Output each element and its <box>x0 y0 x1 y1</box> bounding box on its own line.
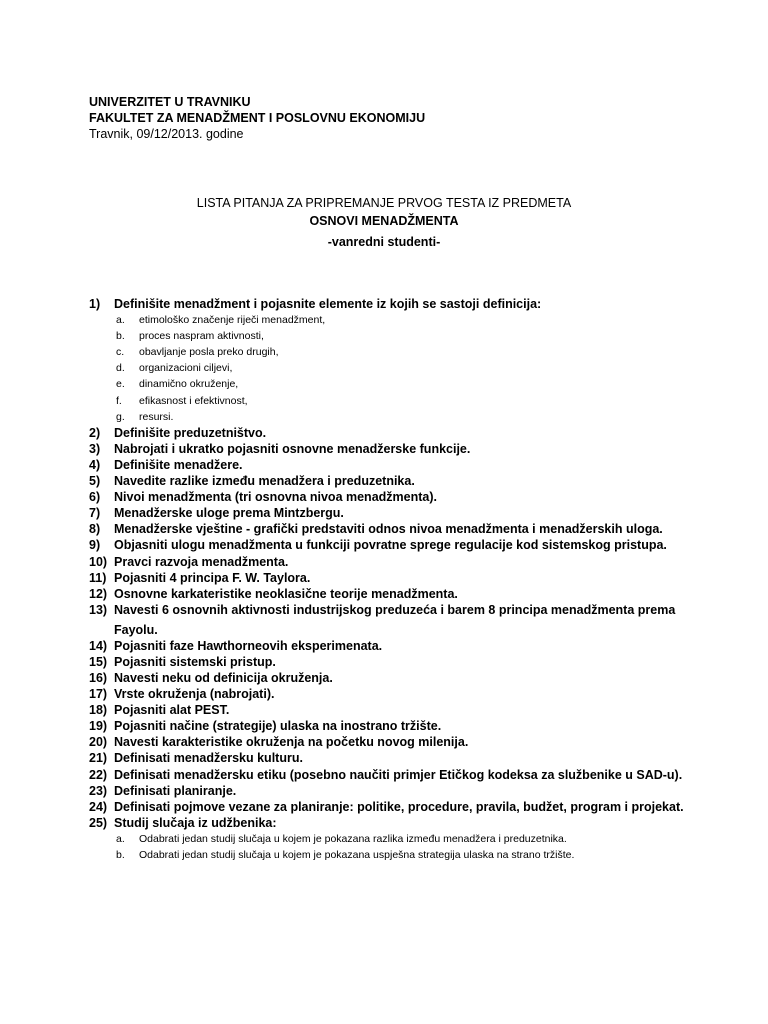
question-text: Nivoi menadžmenta (tri osnovna nivoa menadžmenta). <box>114 490 437 505</box>
question-number: 8) <box>89 522 101 537</box>
question-number: 7) <box>89 506 101 521</box>
question-item <box>89 537 709 553</box>
question-item <box>89 586 709 602</box>
question-item <box>89 457 709 473</box>
audience-subtitle: -vanredni studenti- <box>327 235 441 249</box>
question-item <box>89 473 709 489</box>
question-text: Objasniti ulogu menadžmenta u funkciji povratne sprege regulacije kod sistemskog pristupa. <box>114 538 667 553</box>
question-number: 20) <box>89 735 108 750</box>
question-number: 5) <box>89 474 101 489</box>
subpoint-item <box>89 393 709 409</box>
question-text: Definisati planiranje. <box>114 783 237 798</box>
question-item <box>89 670 709 686</box>
question-text: Studij slučaja iz udžbenika: <box>114 815 277 830</box>
subpoint-item <box>89 847 709 863</box>
question-item <box>89 750 709 766</box>
question-text: Menadžerske vještine - grafički predstaviti odnos nivoa menadžmenta i menadžerskih uloga. <box>114 522 663 537</box>
question-item <box>89 489 709 505</box>
question-text: Definišite preduzetništvo. <box>114 425 267 440</box>
question-text: Navesti neku od definicija okruženja. <box>114 670 333 685</box>
question-text: Navesti 6 osnovnih aktivnosti industrijskog preduzeća i barem 8 principa menadžmenta prema <box>114 602 676 617</box>
question-item <box>89 718 709 734</box>
subpoint-letter: a. <box>116 832 125 845</box>
question-text: Pojasniti načine (strategije) ulaska na inostrano tržište. <box>114 719 442 734</box>
subpoint-item <box>89 360 709 376</box>
question-number: 6) <box>89 490 101 505</box>
question-number: 10) <box>89 554 108 569</box>
subpoint-letter: f. <box>116 394 122 407</box>
question-number: 1) <box>89 297 101 311</box>
subpoint-item <box>89 831 709 847</box>
question-item <box>89 638 709 654</box>
subpoint-letter: b. <box>116 330 125 343</box>
university-name: UNIVERZITET U TRAVNIKU <box>89 95 251 109</box>
question-text: Navedite razlike između menadžera i preduzetnika. <box>114 474 415 489</box>
subpoint-text: obavljanje posla preko drugih, <box>139 346 279 359</box>
question-number: 3) <box>89 441 101 456</box>
question-text: Navesti karakteristike okruženja na početku novog milenija. <box>114 735 469 750</box>
question-number: 9) <box>89 538 101 553</box>
question-item <box>89 654 709 670</box>
subpoint-text: etimološko značenje riječi menadžment, <box>139 314 326 327</box>
question-item <box>89 554 709 570</box>
question-number: 19) <box>89 719 108 734</box>
question-number: 22) <box>89 767 108 782</box>
subpoint-text: dinamično okruženje, <box>139 378 239 391</box>
question-text: Nabrojati i ukratko pojasniti osnovne menadžerske funkcije. <box>114 441 471 456</box>
question-item <box>89 815 709 831</box>
question-text-continuation: Fayolu. <box>114 622 158 637</box>
question-number: 17) <box>89 687 108 702</box>
question-item <box>89 799 709 815</box>
question-number: 16) <box>89 670 108 685</box>
question-text: Pojasniti faze Hawthorneovih eksperimenata. <box>114 638 383 653</box>
question-text: Pravci razvoja menadžmenta. <box>114 554 289 569</box>
document-date: Travnik, 09/12/2013. godine <box>89 127 244 141</box>
question-text: Definisati menadžersku etiku (posebno naučiti primjer Etičkog kodeksa za službenike u SAD-u). <box>114 767 683 782</box>
subpoint-letter: g. <box>116 410 125 423</box>
subpoint-text: efikasnost i efektivnost, <box>139 394 248 407</box>
subpoint-letter: c. <box>116 346 125 359</box>
question-item <box>89 570 709 586</box>
document-header <box>89 94 425 142</box>
question-item <box>89 441 709 457</box>
subpoint-letter: e. <box>116 378 125 391</box>
question-number: 23) <box>89 783 108 798</box>
subpoint-item <box>89 328 709 344</box>
question-number: 12) <box>89 586 108 601</box>
question-number: 21) <box>89 751 108 766</box>
question-number: 14) <box>89 638 108 653</box>
question-number: 11) <box>89 570 107 585</box>
subpoint-letter: a. <box>116 314 125 327</box>
question-number: 2) <box>89 425 101 440</box>
question-number: 4) <box>89 457 101 472</box>
question-text: Pojasniti alat PEST. <box>114 703 230 718</box>
question-text: Definišite menadžere. <box>114 457 243 472</box>
subpoint-letter: d. <box>116 362 125 375</box>
subpoint-item <box>89 376 709 392</box>
question-text: Vrste okruženja (nabrojati). <box>114 687 275 702</box>
faculty-name: FAKULTET ZA MENADŽMENT I POSLOVNU EKONOMIJU <box>89 111 426 125</box>
question-item <box>89 505 709 521</box>
question-number: 15) <box>89 654 108 669</box>
question-text: Definisati menadžersku kulturu. <box>114 751 303 766</box>
question-item <box>89 783 709 799</box>
question-text: Definisati pojmove vezane za planiranje: politike, procedure, pravila, budžet, program i projekat. <box>114 799 684 814</box>
question-text: Pojasniti 4 principa F. W. Taylora. <box>114 570 311 585</box>
question-item <box>89 686 709 702</box>
question-item <box>89 734 709 750</box>
question-text: Menadžerske uloge prema Mintzbergu. <box>114 506 344 521</box>
question-number: 18) <box>89 703 108 718</box>
subpoint-text: proces naspram aktivnosti, <box>139 330 264 343</box>
question-text: Osnovne karkateristike neoklasične teorije menadžmenta. <box>114 586 458 601</box>
question-item <box>89 767 709 783</box>
question-number: 13) <box>89 602 108 617</box>
question-number: 24) <box>89 799 108 814</box>
question-item <box>89 425 709 441</box>
question-text: Pojasniti sistemski pristup. <box>114 654 276 669</box>
question-item <box>89 296 709 312</box>
question-list <box>89 296 709 863</box>
question-item <box>89 602 709 638</box>
question-text: Definišite menadžment i pojasnite elemente iz kojih se sastoji definicija: <box>114 297 542 311</box>
subpoint-item <box>89 312 709 328</box>
subpoint-text: resursi. <box>139 410 174 423</box>
subpoint-letter: b. <box>116 849 125 861</box>
question-item <box>89 702 709 718</box>
subpoint-text: Odabrati jedan studij slučaja u kojem je pokazana razlika između menadžera i preduzetnika. <box>139 832 567 845</box>
subpoint-item <box>89 344 709 360</box>
question-number: 25) <box>89 815 108 830</box>
subpoint-text: Odabrati jedan studij slučaja u kojem je pokazana uspješna strategija ulaska na strano tržište. <box>139 849 575 861</box>
subpoint-item <box>89 409 709 425</box>
question-item <box>89 521 709 537</box>
subpoint-text: organizacioni ciljevi, <box>139 362 233 375</box>
list-title: LISTA PITANJA ZA PRIPREMANJE PRVOG TESTA IZ PREDMETA <box>196 196 572 210</box>
subject-title: OSNOVI MENADŽMENTA <box>309 214 459 228</box>
